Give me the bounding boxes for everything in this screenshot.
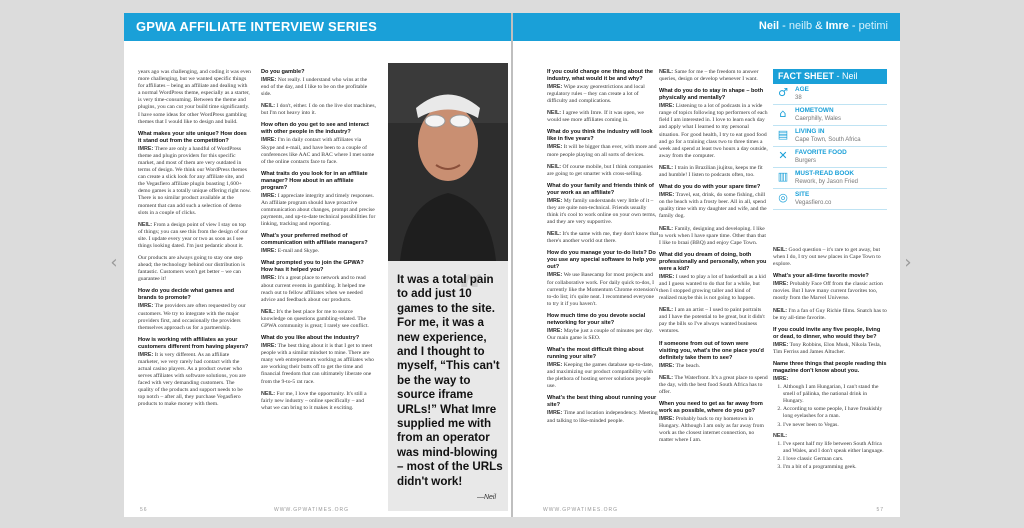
right-column-1 (547, 69, 659, 430)
speaker-label: IMRE: (659, 192, 675, 199)
fact-sheet-item (773, 84, 887, 105)
speaker-label: NEIL: (547, 163, 562, 170)
speaker-label: IMRE: (659, 273, 675, 280)
fact-value: 38 (795, 95, 802, 101)
next-page-arrow-icon[interactable]: › (904, 252, 912, 273)
interview-answer (547, 410, 659, 424)
interview-answer (261, 77, 376, 98)
interviewee-names (759, 20, 888, 32)
answer-text: I appreciate integrity and timely responses. An affiliate program should have proactive communication about changes, prompt and precise payments, and up-to-date technical possibilities for linking, tracking and reporting. (261, 192, 376, 228)
right-page (513, 13, 900, 517)
speaker-label: IMRE: (773, 375, 789, 382)
speaker-label: IMRE: (547, 327, 563, 334)
fact-label: SITE (795, 191, 810, 198)
answer-text: I'm in daily contact with affiliates via Skype and e-mail, and have been to a couple of conferences like AAC and BAC where I met some of the online contacts face to face. (261, 137, 375, 165)
answer-text: Listening to a lot of podcasts in a wide range of topics following top performers of each field I am interested in. I love to learn each day and apply what I learned to my personal situation. For good health, I try to eat good food and go for a training class two to three times a week and spend at least two hours a day outside, away from the computer. (659, 103, 768, 159)
nick-neil: neilb (788, 20, 813, 32)
answer-text: Time and location independency. Meeting and talking to like-minded people. (547, 410, 658, 424)
interview-question: What did you dream of doing, both professionally and personally, when you were a kid? (659, 251, 767, 272)
answer-text: The beach. (675, 362, 701, 369)
interview-answer (261, 343, 376, 386)
speaker-label: IMRE: (659, 362, 675, 369)
interview-answer (261, 391, 376, 412)
answer-text: It will be bigger than ever, with more and more people playing on all sorts of devices. (547, 144, 657, 158)
answer-text: There are only a handful of WordPress theme and plugin providers for this specific market, and most of them are very outdated in terms of design. We think our WordPress themes can create a slick look for any affiliate site, and the Vegasfiero affiliate plugin boasting 1,600+ demo games is a totally unique offering right now. There is no similar product available at the moment that can add such a selection of demo slots in a couple of clicks. (138, 145, 251, 216)
interviewee-photo (388, 63, 508, 261)
speaker-label: NEIL: (138, 221, 153, 228)
right-column-2 (659, 69, 769, 449)
interview-question: What's the best thing about running your site? (547, 395, 657, 409)
left-page-url: WWW.GPWATIMES.ORG (274, 507, 350, 513)
answer-text: I am an artist – I used to paint portraits and I have the potential to be great, but it didn't pay the bills so I've always wanted business ventures. (659, 307, 765, 335)
interview-answer (659, 226, 769, 247)
list-item: 1. I've spent half my life between South Africa and Wales, and I don't speak either language. (783, 441, 887, 455)
answer-text: It is very different. As an affiliate marketer, we very rarely had contact with the actual casino players. As a product owner who serves affiliates with software solutions, you are faced with very demanding customers. The quality of the products and support needs to be top notch – after all, they purchase Vegasfiero products to make money with them. (138, 351, 246, 408)
answer-text: For me, I love the opportunity. It's still a fairly new industry – online specifically – and what we can bring to it makes it exciting. (261, 390, 367, 411)
answer-text: Of course mobile, but I think companies are going to get smarter with cross-selling. (547, 163, 653, 177)
interview-answer (261, 309, 376, 330)
fact-label: MUST-READ BOOK (795, 170, 854, 177)
answer-text: The best thing about it is that I get to meet people with a similar mindset to mine. There are many web entrepreneurs working as affiliates who are working their butts off to get the time and financial freedom that can ultimately liberate one from the 9-to-5 rat race. (261, 343, 374, 385)
left-page (124, 13, 511, 517)
home-icon: ⌂ (779, 107, 787, 120)
fact-sheet-separator: - (836, 71, 840, 81)
interview-question: What do your family and friends think of your work as an affiliate? (547, 182, 654, 196)
interview-question: What do you do to stay in shape – both physically and mentally? (659, 88, 764, 102)
interview-answer (773, 281, 887, 302)
speaker-label: NEIL: (547, 110, 562, 117)
interview-answer (547, 328, 659, 342)
interview-answer (547, 84, 659, 105)
interview-question: How much time do you devote social networking for your site? (547, 312, 646, 326)
interview-answer (773, 376, 887, 383)
book-icon: ▥ (777, 170, 789, 183)
answer-text: Keeping the games database up-to-date, and maximizing our product compatibility with the plethora of hosting server solutions people use. (547, 362, 654, 390)
name-separator: - (782, 20, 786, 32)
answer-text: I agree with Imre. If it was open, we would see more affiliates coming in. (547, 110, 644, 124)
answer-text: The Waterfront. It's a great place to spend the day, with the best food South Africa has to offer. (659, 374, 768, 395)
list-item: 3. I'm a bit of a programming geek. (783, 464, 887, 471)
speaker-label: NEIL: (659, 69, 674, 75)
series-title: GPWA AFFILIATE INTERVIEW SERIES (136, 19, 377, 34)
answer-text: It's the best place for me to source knowledge on questions gambling-related. The GPWA community is great; I rarely see conflict. (261, 308, 369, 329)
interview-answer (261, 193, 376, 228)
answer-text: Probably back to my hometown in Hungary. Although I am only as far away from work as the closest internet connection, no matter where I am. (659, 415, 764, 444)
list-item: 3. I've never been to Vegas. (783, 422, 887, 429)
interview-answer (773, 247, 887, 268)
speaker-label: IMRE: (261, 343, 277, 350)
answer-text: Maybe just a couple of minutes per day. Our main game is SEO. (547, 327, 654, 341)
speaker-label: IMRE: (547, 144, 563, 151)
interview-question: What's your all-time favorite movie? (773, 273, 869, 280)
interview-question: Do you gamble? (261, 69, 305, 75)
quote-mark-icon: “ (458, 265, 485, 319)
speaker-label: IMRE: (773, 341, 789, 348)
right-page-number: 57 (876, 507, 884, 513)
left-column-2 (261, 69, 376, 417)
speaker-label: IMRE: (659, 103, 675, 110)
answer-text: E-mail and Skype. (277, 248, 320, 255)
fact-sheet (773, 69, 887, 241)
header-bar-left (124, 13, 511, 41)
speaker-label: NEIL: (659, 164, 674, 171)
name-separator: - (851, 20, 856, 32)
numbered-list (773, 441, 887, 471)
interview-answer (659, 192, 769, 220)
fact-value: Rework, by Jason Fried (795, 179, 859, 185)
nick-imre: petimi (858, 20, 888, 32)
speaker-label: IMRE: (773, 281, 789, 288)
answer-text: Good question – it's rare to get away, but when I do, I try out new places in Cape Town to explore. (773, 247, 881, 268)
interview-question: If someone from out of town were visiting you, what's the one place you'd definitely take them to see? (659, 340, 764, 361)
left-page-number: 56 (140, 507, 148, 513)
interview-question: What's your preferred method of communication with affiliate managers? (261, 233, 368, 247)
interview-question: What traits do you look for in an affiliate manager? How about in an affiliate program? (261, 170, 368, 191)
interview-answer (659, 274, 769, 302)
speaker-label: IMRE: (138, 351, 154, 358)
answer-text: It's a great place to network and to read about current events in gambling. It helped me reach out to fellow affiliates when we needed advice and feedback about our products. (261, 275, 366, 303)
speaker-label: NEIL: (659, 225, 674, 232)
previous-page-arrow-icon[interactable]: ‹ (110, 252, 118, 273)
name-imre: Imre (825, 20, 849, 32)
interview-answer (659, 363, 769, 370)
answer-text: Wipe away georestrictions and local regulatory rules – they can create a lot of difficulty and complications. (547, 84, 645, 105)
speaker-label: IMRE: (659, 415, 675, 422)
interview-question: Name three things that people reading this magazine don't know about you. (773, 360, 887, 374)
speaker-label: IMRE: (261, 248, 277, 255)
list-item: 2. According to some people, I have freakishly long eyelashes for a man. (783, 406, 887, 420)
speaker-label: IMRE: (547, 84, 563, 90)
header-bar-right (513, 13, 900, 41)
interview-question: What prompted you to join the GPWA? How has it helped you? (261, 260, 364, 274)
right-page-url: WWW.GPWATIMES.ORG (543, 507, 619, 513)
interview-answer (659, 307, 769, 335)
list-item: 1. Although I am Hungarian, I can't stand the smell of pálinka, the national drink in Hungary. (783, 384, 887, 405)
speaker-label: IMRE: (261, 137, 277, 144)
interview-answer (138, 146, 251, 217)
fact-sheet-item (773, 168, 887, 189)
interview-question: How do you decide what games and brands to promote? (138, 288, 235, 302)
fact-sheet-name: Neil (842, 71, 858, 81)
fact-value: Caerphilly, Wales (795, 116, 842, 122)
speaker-label: NEIL: (547, 231, 562, 238)
interview-question: How is working with affiliates as your customers different from having players? (138, 336, 249, 350)
answer-text: We use Basecamp for most projects and for collaborative work. For daily quick to-dos, I currently like the Momentum Chrome extension's to-do list; it's quite neat. I recommend everyone to try it if you haven't. (547, 272, 659, 307)
fact-sheet-header (773, 69, 887, 84)
speaker-label: NEIL: (659, 307, 674, 314)
speaker-label: IMRE: (261, 77, 277, 83)
speaker-label: NEIL: (773, 432, 788, 439)
speaker-label: IMRE: (138, 303, 154, 310)
speaker-label: IMRE: (261, 275, 277, 282)
answer-text: I used to play a lot of basketball as a kid and I guess wanted to do that for a while, but then I stopped growing taller and kind of realized maybe this is not going to happen. (659, 273, 766, 302)
interview-answer (773, 308, 887, 322)
speaker-label: IMRE: (547, 362, 563, 369)
answer-text: Tony Robbins, Elon Musk, Nikola Tesla, Tim Ferriss and James Altucher. (773, 341, 882, 355)
interview-answer (138, 303, 251, 331)
pull-quote-box (388, 261, 508, 511)
names-ampersand: & (815, 20, 823, 32)
interview-question: What do you do with your spare time? (659, 184, 761, 191)
interview-answer (659, 416, 769, 444)
building-icon: ▤ (777, 128, 789, 141)
globe-icon: ◎ (778, 191, 788, 204)
fact-value: Burgers (795, 158, 817, 164)
left-column-1 (138, 69, 251, 414)
speaker-label: NEIL: (659, 374, 674, 381)
pull-quote-text: It was a total pain to add just 10 games to the site. For me, it was a new experience, and I thought to myself, “This can't be the way to source iframe URLs!” What Imre supplied me with from an operator was mind-blowing – most of the URLs didn't work! (397, 273, 503, 488)
speaker-label: IMRE: (547, 410, 563, 417)
fact-sheet-item (773, 189, 887, 210)
answer-text: I'm a fan of Guy Richie films. Snatch has to be my all-time favorite. (773, 307, 887, 321)
name-neil: Neil (758, 20, 780, 32)
speaker-label: NEIL: (261, 103, 276, 110)
interview-answer (261, 103, 376, 117)
interview-question: How do you manage your to-do lists? Do you use any special software to help you out? (547, 250, 656, 271)
speaker-label: IMRE: (547, 272, 563, 279)
speaker-label: IMRE: (547, 197, 563, 204)
interview-answer (773, 433, 887, 440)
answer-text: I don't, either. I do on the live slot machines, but I'm not heavy into it. (261, 103, 376, 117)
interview-answer (659, 165, 769, 179)
fact-sheet-item (773, 105, 887, 126)
interview-answer (547, 144, 659, 158)
answer-text: The providers are often requested by our customers. We try to integrate with the major providers first, and occasionally the providers themselves approach us for a partnership. (138, 303, 246, 331)
interview-question: What do you like about the industry? (261, 335, 360, 342)
interview-answer (261, 248, 376, 255)
speaker-label: NEIL: (773, 247, 788, 253)
list-item: 2. I love classic German cars. (783, 456, 887, 463)
answer-text: Family, designing and developing. I like to work when I have spare time. Other than that I like to braai (BBQ) and enjoy Cape Town. (659, 225, 766, 246)
pull-quote-attribution: —Neil (476, 494, 496, 501)
speaker-label: NEIL: (261, 390, 276, 397)
interview-answer (659, 375, 769, 396)
interview-answer (659, 103, 769, 160)
speaker-label: NEIL: (773, 307, 788, 314)
answer-text: Not really. I understand who wins at the end of the day, and I like to be on the profitable side. (261, 77, 368, 98)
interview-question: What do you think the industry will look like in five years? (547, 129, 653, 143)
paragraph: years ago was challenging, and coding it was even more challenging, but we wanted specific things for affiliates – being an affiliate and dealing with a normal WordPress theme, especially as a starter, is very time-consuming. Between the theme and plugins, you can cut your build time significantly. I have some ideas for other WordPress gambling themes that I would like to design and build. (138, 69, 251, 125)
answer-text: I train in Brazilian jiujitsu, keeps me fit and humble! I listen to podcasts often, too. (659, 164, 763, 179)
answer-text: From a design point of view I stay on top of things; you can see this from the design of our site. I update every year or two as soon as I see things looking dated. I'm just pedantic about it. (138, 221, 248, 249)
fact-value: Cape Town, South Africa (795, 137, 861, 143)
interview-answer (547, 272, 659, 307)
answer-text: My family understands very little of it – they are quite non-technical. Friends usually think it's cool to work online on your own terms, and they are very supportive. (547, 197, 657, 226)
utensils-icon: ✕ (778, 149, 788, 162)
interview-answer (138, 222, 251, 250)
fact-label: HOMETOWN (795, 107, 834, 114)
interview-answer (547, 110, 659, 124)
answer-text: Same for me – the freedom to answer queries, design or develop whenever I want. (659, 69, 759, 83)
speaker-label: IMRE: (261, 192, 277, 199)
person-icon: ♂ (778, 86, 788, 99)
fact-sheet-item (773, 126, 887, 147)
interview-answer (773, 342, 887, 356)
speaker-label: IMRE: (138, 145, 154, 152)
fact-sheet-item (773, 147, 887, 168)
interview-answer (547, 231, 659, 245)
fact-value[interactable]: Vegasfiero.co (795, 200, 832, 206)
fact-label: LIVING IN (795, 128, 825, 135)
interview-answer (261, 275, 376, 303)
paragraph: Our products are always going to stay one step ahead; the technology behind our distribution is fantastic. Customers won't get better – we can guarantee it! (138, 255, 245, 283)
interview-answer (261, 137, 376, 165)
interview-question: What's the most difficult thing about running your site? (547, 347, 644, 361)
fact-sheet-title: FACT SHEET (778, 71, 835, 81)
answer-text: Probably Face Off from the classic action movies. But I have many current favorites too, mostly from the Marvel Universe. (773, 281, 883, 302)
interview-answer (659, 69, 769, 83)
numbered-list (773, 384, 887, 429)
answer-text: It's the same with me, they don't know that there's another world out there. (547, 231, 659, 245)
interview-question: If you could change one thing about the industry, what would it be and why? (547, 69, 653, 82)
answer-text: Travel, eat, drink, do some fishing, chill on the beach with a frosty beer. All in all, spend quality time with my daughter and wife, and the family dog. (659, 192, 767, 220)
fact-label: AGE (795, 86, 809, 93)
speaker-label: NEIL: (261, 308, 276, 315)
fact-label: FAVORITE FOOD (795, 149, 847, 156)
interview-question: What makes your site unique? How does it stand out from the competition? (138, 130, 247, 144)
interview-answer (547, 164, 659, 178)
interview-answer (547, 362, 659, 390)
right-column-3 (773, 247, 887, 475)
interview-question: When you need to get as far away from work as possible, where do you go? (659, 400, 763, 414)
interview-answer (138, 352, 251, 409)
interview-question: If you could invite any five people, living or dead, to dinner, who would they be? (773, 326, 881, 340)
interview-answer (547, 198, 659, 226)
interview-question: How often do you get to see and interact with other people in the industry? (261, 122, 369, 136)
